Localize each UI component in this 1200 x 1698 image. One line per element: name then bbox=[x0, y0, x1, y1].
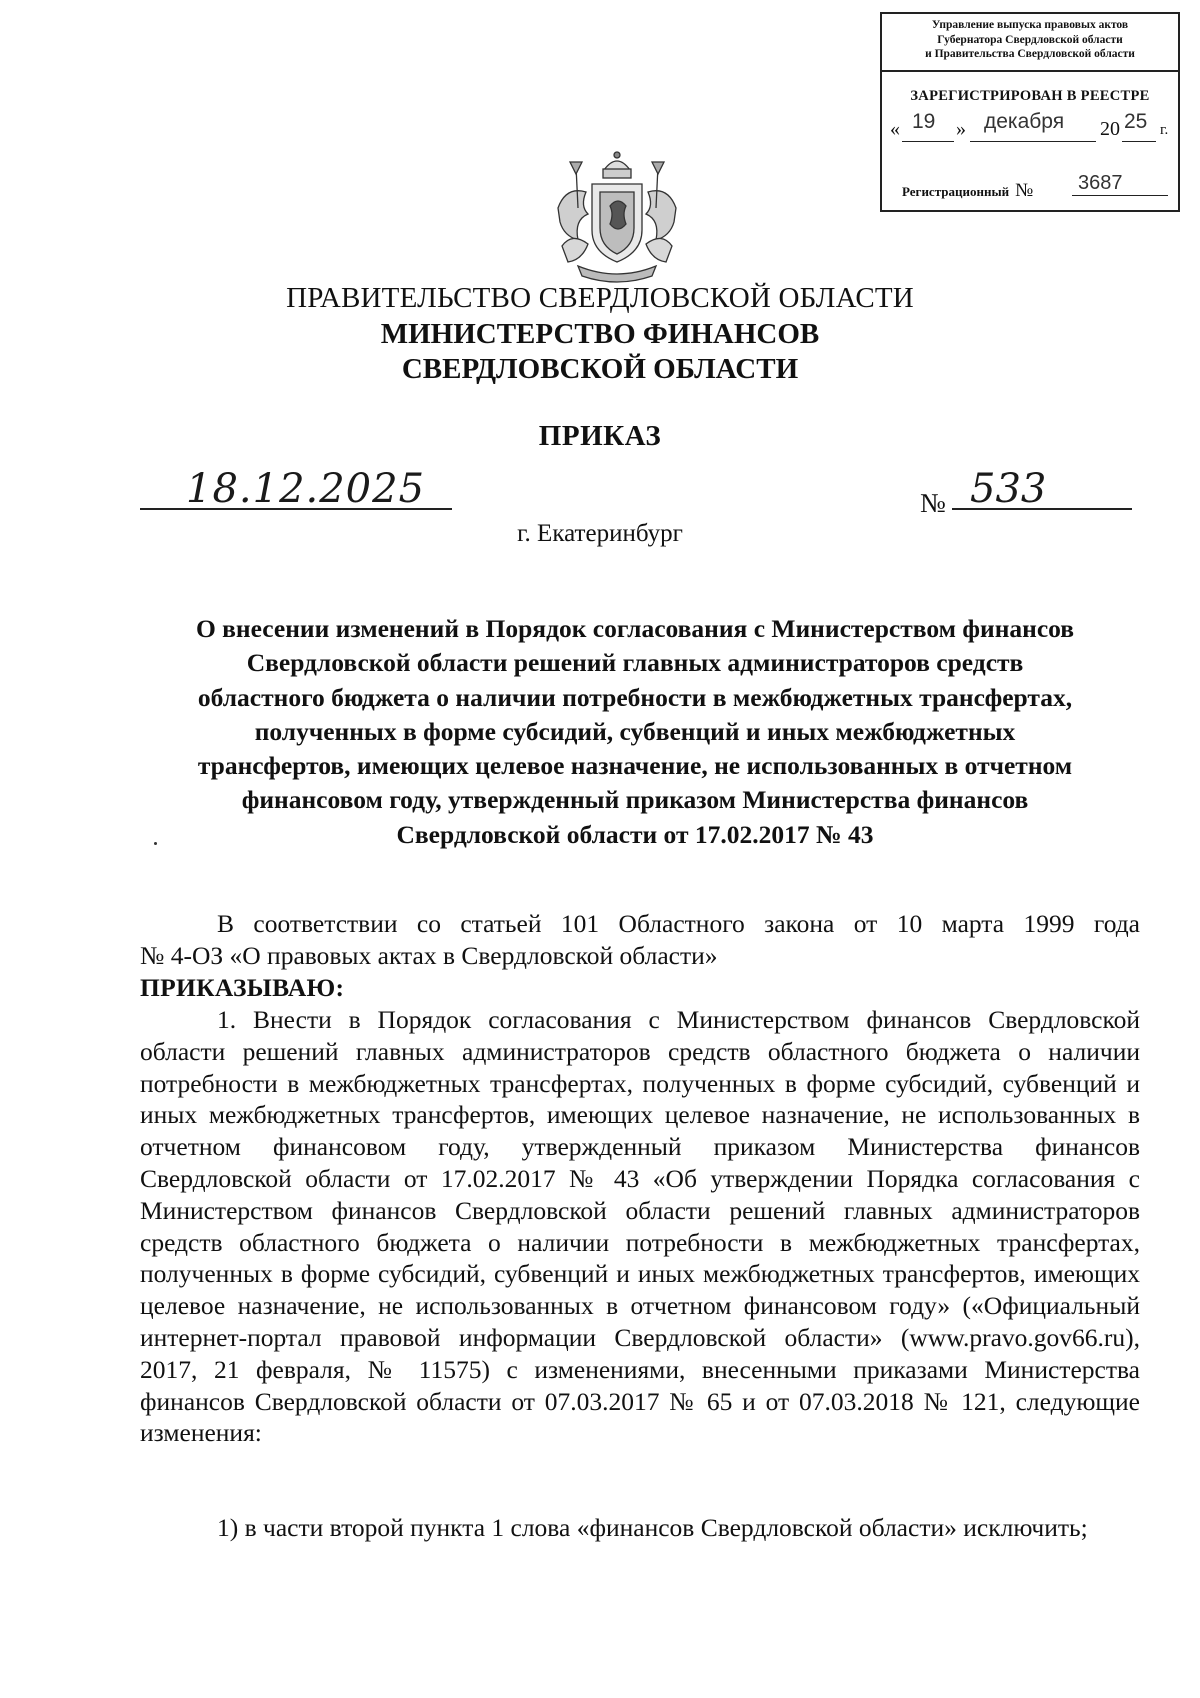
stamp-year-unit: г. bbox=[1160, 122, 1169, 138]
title-line: Свердловской области от 17.02.2017 № 43 bbox=[396, 819, 874, 849]
stamp-header-line: Управление выпуска правовых актов bbox=[931, 19, 1129, 31]
document-type: ПРИКАЗ bbox=[538, 420, 662, 452]
stamp-day: 19 bbox=[912, 110, 936, 133]
stamp-registered-label: ЗАРЕГИСТРИРОВАН В РЕЕСТРЕ bbox=[910, 88, 1150, 104]
stamp-open-quote: « bbox=[890, 118, 900, 140]
item-1-1-paragraph: 1) в части второй пункта 1 слова «финансов Свердловской области» исключить; bbox=[217, 1513, 1088, 1542]
title-line: Свердловской области решений главных администраторов средств bbox=[246, 648, 1024, 678]
title-line: финансовом году, утвержденный приказом Министерства финансов bbox=[241, 785, 1029, 815]
order-number-sign: № bbox=[920, 488, 946, 518]
ministry-name-line2: СВЕРДЛОВСКОЙ ОБЛАСТИ bbox=[401, 353, 799, 385]
preamble-line1: В соответствии со статьей 101 Областного закона от 10 марта 1999 года bbox=[217, 909, 1140, 938]
title-line: полученных в форме субсидий, субвенций и иных межбюджетных bbox=[254, 716, 1016, 746]
stamp-header-line: и Правительства Свердловской области bbox=[925, 48, 1135, 60]
stamp-reg-number: 3687 bbox=[1072, 172, 1168, 196]
city: г. Екатеринбург bbox=[517, 520, 683, 547]
title-line: трансфертов, имеющих целевое назначение, не использованных в отчетном bbox=[197, 751, 1073, 781]
registry-stamp bbox=[880, 12, 1180, 212]
stamp-date bbox=[890, 110, 1174, 158]
stamp-year-suffix: 25 bbox=[1124, 110, 1148, 133]
item-1-paragraph: 1. Внести в Порядок согласования с Министерством финансов Свердловской области решений главных администраторов средств областного бюджета о наличии потребности в межбюджетных трансфертах, полученных в форме субсидий, субвенций и иных межбюджетных трансфертов, имеющих целевое назначение, не использованных в отчетном финансовом году, утвержденный приказом Министерства финансов Свердловской области от 17.02.2017 № 43 «Об утверждении Порядка согласования с Министерством финансов Свердловской области решений главных администраторов средств областного бюджета о наличии потребности в межбюджетных трансфертах, полученных в форме субсидий, субвенций и иных межбюджетных трансфертов, имеющих целевое назначение, не использованных в отчетном финансовом году» («Официальный интернет-портал правовой информации Свердловской области» (www.pravo.gov66.ru), 2017, 21 февраля, № 11575) с изменениями, внесенными приказами Министерства финансов Свердловской области от 07.03.2017 № 65 и от 07.03.2018 № 121, следующие изменения: bbox=[140, 1005, 1140, 1448]
order-date: 18.12.2025 bbox=[186, 466, 426, 512]
order-number: 533 bbox=[970, 466, 1047, 512]
government-name: ПРАВИТЕЛЬСТВО СВЕРДЛОВСКОЙ ОБЛАСТИ bbox=[286, 282, 914, 314]
stamp-number-sign: № bbox=[1015, 180, 1034, 201]
stamp-close-quote: » bbox=[956, 118, 966, 140]
title-line: областного бюджета о наличии потребности в межбюджетных трансфертах, bbox=[197, 682, 1073, 712]
document-title bbox=[140, 612, 1130, 852]
stamp-header-line: Губернатора Свердловской области bbox=[937, 33, 1123, 46]
stamp-month: декабря bbox=[984, 110, 1065, 133]
ministry-name-line1: МИНИСТЕРСТВО ФИНАНСОВ bbox=[380, 318, 820, 350]
title-line: О внесении изменений в Порядок согласования с Министерством финансов bbox=[195, 614, 1075, 643]
stamp-month-line bbox=[970, 141, 1096, 142]
stamp-day-line bbox=[902, 141, 954, 142]
stamp-header bbox=[882, 14, 1178, 72]
stamp-year-line bbox=[1122, 141, 1156, 142]
stamp-year-prefix: 20 bbox=[1100, 118, 1120, 140]
order-word: ПРИКАЗЫВАЮ: bbox=[140, 973, 345, 1002]
stray-dot bbox=[154, 842, 157, 845]
preamble-line2: № 4-ОЗ «О правовых актах в Свердловской области» bbox=[140, 941, 718, 970]
stamp-reg-label: Регистрационный bbox=[902, 184, 1010, 199]
coat-of-arms-icon bbox=[548, 148, 686, 288]
stamp-reg-number-label bbox=[902, 180, 1033, 202]
